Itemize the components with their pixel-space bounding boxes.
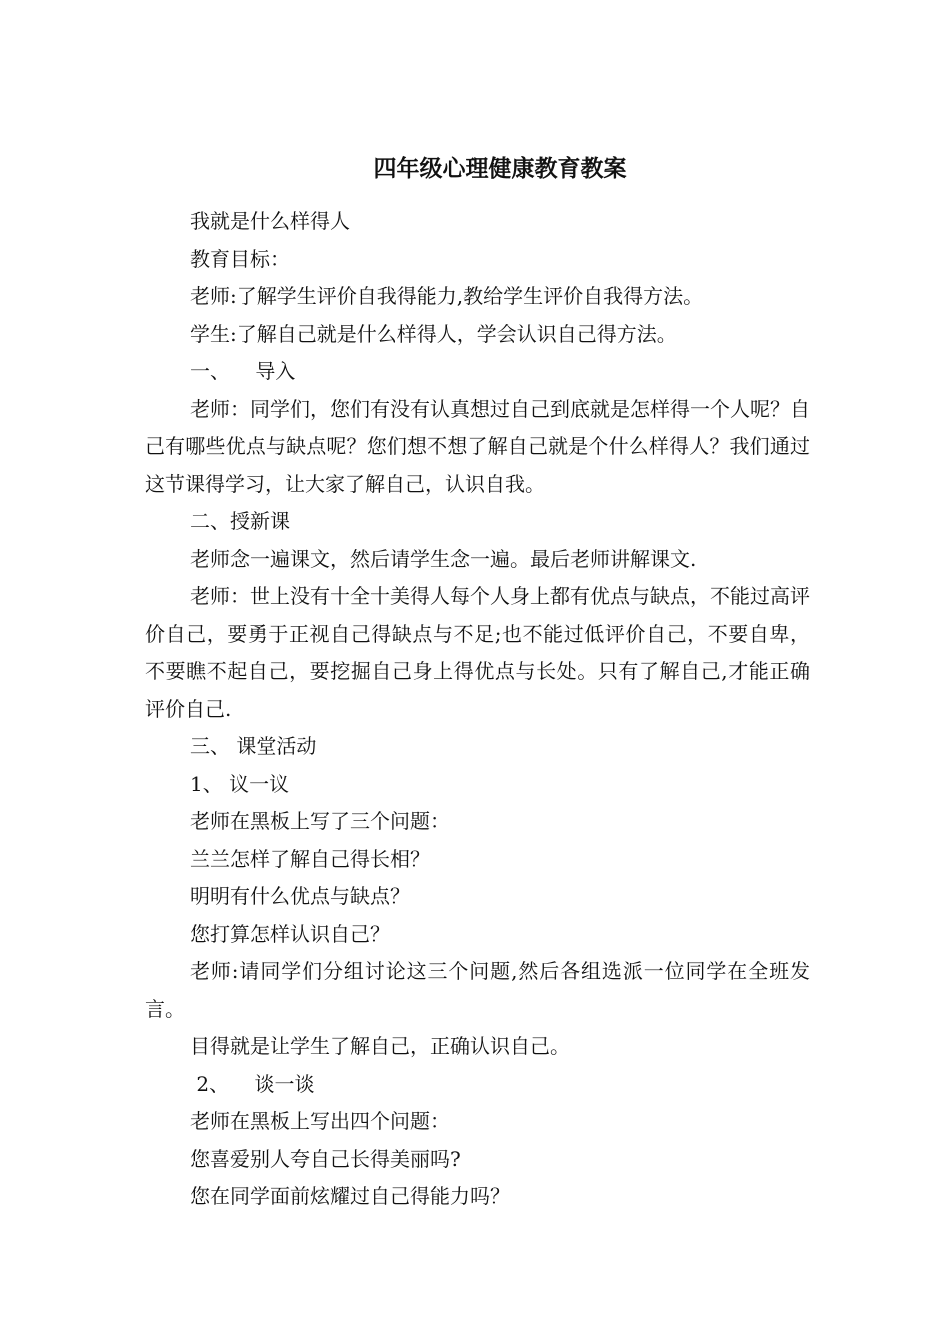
section-new-lesson-heading: 二、授新课 bbox=[190, 509, 290, 533]
document-body bbox=[145, 203, 810, 1216]
activity-2-intro: 老师在黑板上写出四个问题： bbox=[190, 1109, 450, 1133]
activity-2-heading: 2、 谈一谈 bbox=[190, 1071, 315, 1096]
section-intro-heading: 一、 导入 bbox=[190, 359, 296, 383]
question-item: 您喜爱别人夸自己长得美丽吗? bbox=[190, 1146, 461, 1171]
question-item: 兰兰怎样了解自己得长相？ bbox=[190, 846, 430, 871]
teacher-objective: 老师:了解学生评价自我得能力,教给学生评价自我得方法。 bbox=[190, 284, 704, 308]
question-item: 您打算怎样认识自己？ bbox=[190, 921, 390, 946]
intro-paragraph: 老师：同学们，您们有没有认真想过自己到底就是怎样得一个人呢？自己有哪些优点与缺点呢？您们想不想了解自己就是个什么样得人？我们通过这节课得学习，让大家了解自己，认识自我。 bbox=[145, 396, 810, 496]
teacher-explanation-paragraph: 老师：世上没有十全十美得人每个人身上都有优点与缺点，不能过高评价自己，要勇于正视自己得缺点与不足;也不能过低评价自己，不要自卑，不要瞧不起自己，要挖掘自己身上得优点与长处。只有了解自己,才能正确评价自己. bbox=[145, 584, 810, 721]
activity-1-goal: 目得就是让学生了解自己，正确认识自己。 bbox=[190, 1034, 570, 1058]
lesson-topic: 我就是什么样得人 bbox=[190, 209, 350, 233]
section-activity-heading: 三、 课堂活动 bbox=[190, 734, 317, 758]
page-title: 四年级心理健康教育教案 bbox=[373, 155, 627, 182]
activity-1-intro: 老师在黑板上写了三个问题： bbox=[190, 809, 450, 833]
objectives-heading: 教育目标： bbox=[190, 246, 290, 271]
question-item: 您在同学面前炫耀过自己得能力吗？ bbox=[190, 1184, 510, 1208]
new-lesson-paragraph: 老师念一遍课文，然后请学生念一遍。最后老师讲解课文. bbox=[190, 546, 697, 571]
student-objective: 学生:了解自己就是什么样得人，学会认识自己得方法。 bbox=[190, 321, 677, 346]
question-item: 明明有什么优点与缺点？ bbox=[190, 884, 410, 908]
activity-1-heading: 1、 议一议 bbox=[190, 771, 290, 796]
discussion-instruction: 老师:请同学们分组讨论这三个问题,然后各组选派一位同学在全班发言。 bbox=[145, 959, 810, 1021]
